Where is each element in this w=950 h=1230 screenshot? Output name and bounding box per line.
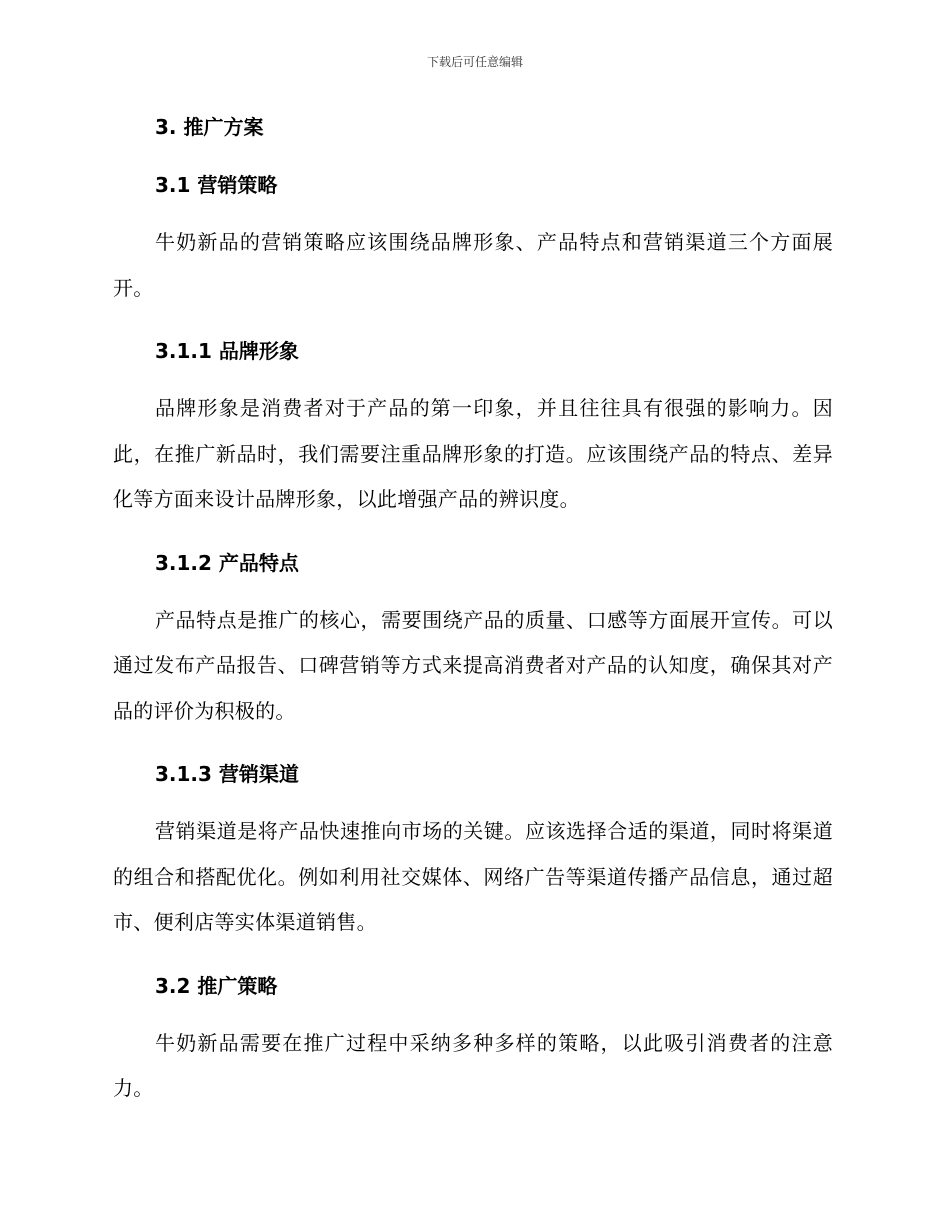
- page-header: 下载后可任意编辑: [426, 55, 523, 69]
- section-3-title: 3. 推广方案: [155, 115, 264, 139]
- section-3-1-3-title: 3.1.3 营销渠道: [155, 762, 299, 786]
- section-3-2-paragraph: 牛奶新品需要在推广过程中采纳多种多样的策略，以此吸引消费者的注意力。: [113, 1030, 833, 1100]
- section-3-1-paragraph: 牛奶新品的营销策略应该围绕品牌形象、产品特点和营销渠道三个方面展开。: [113, 230, 833, 300]
- section-3-1-1-title: 3.1.1 品牌形象: [155, 339, 299, 363]
- section-3-1-3-paragraph: 营销渠道是将产品快速推向市场的关键。应该选择合适的渠道，同时将渠道的组合和搭配优化。例如利用社交媒体、网络广告等渠道传播产品信息，通过超市、便利店等实体渠道销售。: [113, 819, 833, 934]
- section-3-1-2-paragraph: 产品特点是推广的核心，需要围绕产品的质量、口感等方面展开宣传。可以通过发布产品报告、口碑营销等方式来提高消费者对产品的认知度，确保其对产品的评价为积极的。: [113, 607, 833, 723]
- section-3-1-title: 3.1 营销策略: [155, 173, 278, 197]
- section-3-1-2-title: 3.1.2 产品特点: [155, 550, 299, 575]
- section-3-1-1-paragraph: 品牌形象是消费者对于产品的第一印象，并且往往具有很强的影响力。因此，在推广新品时，我们需要注重品牌形象的打造。应该围绕产品的特点、差异化等方面来设计品牌形象，以此增强产品的辨识度。: [113, 396, 833, 511]
- document-body: [113, 110, 833, 1112]
- section-3-2-title: 3.2 推广策略: [155, 973, 278, 998]
